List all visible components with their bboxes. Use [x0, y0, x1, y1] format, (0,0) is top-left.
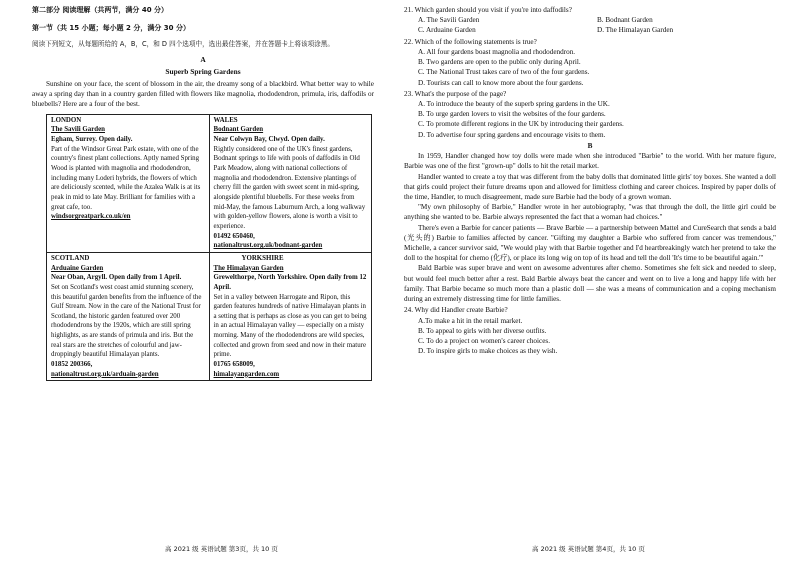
garden-location: Egham, Surrey. Open daily.: [51, 136, 133, 143]
option[interactable]: B. Two gardens are open to the public only during April.: [418, 58, 581, 67]
passage-b-paragraph: Handler wanted to create a toy that was different from the baby dolls that dominated little girls' toy boxes. She wanted a doll that girls could project their future dreams upon and allowed for limitless clothing and career choices. Inspired by paper dolls of the time, Handler, to much disagreement, made sure Barbie had the body of a grown woman.: [404, 172, 776, 201]
question-stem: 24. Why did Handler create Barbie?: [404, 306, 508, 315]
garden-description: Rightly considered one of the UK's finest gardens, Bodnant springs to life with pools of daffodils in Old Park Meadow, along with national collections of magnolia and rhododendron. Extensive plantings of cherry fill the garden with sweet scent in mid-spring, alongside plentiful bluebells. For these weeks from mid-May, the famous Laburnum Arch, a long walkway with golden-yellow flowers, alone is worth a visit to experience.: [213, 145, 366, 230]
garden-location: Grewelthorpe, North Yorkshire. Open daily from 12 April.: [213, 274, 367, 291]
left-column: [32, 55, 374, 381]
garden-region: SCOTLAND: [51, 254, 90, 262]
question-stem: 21. Which garden should you visit if you're into daffodils?: [404, 6, 572, 14]
garden-website: nationaltrust.org.uk/bodnant-garden: [213, 242, 323, 250]
passage-a-letter: A: [200, 55, 206, 64]
garden-location: Near Oban, Argyll. Open daily from 1 April.: [51, 274, 182, 282]
garden-name: Bodnant Garden: [213, 126, 264, 134]
passage-a-title: Superb Spring Gardens: [165, 66, 241, 76]
garden-description: Part of the Windsor Great Park estate, with one of the country's finest plant collections. Aptly named Spring Wood is planted with magnolia and rhododendron, including many Loderi hybrids, the flowers of which are deliciously scented, while the Azalea Walk is at its peak in mid to late May. Brilliant for families with a great cafe, too.: [51, 145, 201, 211]
option[interactable]: A. All four gardens boast magnolia and rhododendron.: [418, 47, 576, 56]
instructions: 阅读下列短文，从每题所给的 A，B，C，和 D 四个选项中，选出最佳答案，并在答题卡上将该项涂黑。: [32, 40, 334, 48]
garden-name: The Himalayan Garden: [213, 264, 284, 272]
option[interactable]: B. Bodnant Garden: [597, 16, 653, 25]
garden-cell-scotland: [47, 252, 210, 381]
option[interactable]: C. To promote different regions in the UK by introducing their gardens.: [418, 120, 624, 129]
garden-description: Set in a valley between Harrogate and Ripon, this garden features hundreds of native Himalayan plants in a setting that is perhaps as close as you can get to being in an actual Himalayan valley — especially on a misty morning. Many of the rhododendrons are wild species, collected and grown from seed and now in their mature prime.: [213, 293, 367, 359]
question-22: [404, 37, 776, 88]
question-stem: 22. Which of the following statements is true?: [404, 37, 537, 46]
garden-website: himalayangarden.com: [213, 370, 280, 378]
option[interactable]: C. Arduaine Garden: [418, 26, 476, 35]
passage-a-intro: Sunshine on your face, the scent of blossom in the air, the dreamy song of a blackbird. What better way to while away a spring day than in a country garden filled with flowers like magnolia, rhododendron, primula, iris, daffodils or bluebells? Here are a four of the best.: [32, 80, 374, 109]
option[interactable]: B. To urge garden lovers to visit the websites of the four gardens.: [418, 110, 606, 119]
option[interactable]: A. The Savili Garden: [418, 16, 480, 25]
option[interactable]: B. To appeal to girls with her diverse outfits.: [418, 326, 547, 335]
passage-b-letter: B: [587, 141, 593, 150]
page-footer-left: 高 2021 级 英语试题 第3页，共 10 页: [165, 545, 278, 553]
gardens-table: [46, 114, 372, 382]
part-title: 第二部分 阅读理解（共两节，满分 40 分）: [32, 6, 169, 14]
garden-name: The Savili Garden: [51, 126, 105, 134]
question-stem: 23. What's the purpose of the page?: [404, 89, 507, 98]
garden-location: Near Colwyn Bay, Clwyd. Open daily.: [213, 136, 325, 143]
garden-cell-london: [47, 114, 210, 252]
garden-phone: 01492 650460,: [213, 232, 255, 240]
option[interactable]: C. To do a project on women's career choices.: [418, 337, 550, 345]
option[interactable]: A. To introduce the beauty of the superb spring gardens in the UK.: [418, 99, 610, 108]
garden-cell-yorkshire: [209, 252, 372, 381]
section-title: 第一节（共 15 小题；每小题 2 分，满分 30 分）: [32, 24, 190, 32]
garden-region: YORKSHIRE: [241, 254, 284, 262]
option[interactable]: D. To inspire girls to make choices as they wish.: [418, 347, 558, 356]
question-21: [404, 5, 776, 36]
garden-cell-wales: [209, 114, 372, 252]
garden-website: windsorgreatpark.co.uk/en: [51, 213, 131, 221]
garden-phone: 01765 658009,: [213, 361, 255, 369]
options-grid: [404, 15, 776, 35]
garden-name: Arduaine Garden: [51, 264, 104, 272]
passage-b-paragraph: There's even a Barbie for cancer patients — Brave Barbie — a partnership between Mattel and CureSearch that sends a bald (光头的) Barbie to families affected by cancer. "Gifting my daughter a Barbie who suffered from cancer was tremendous," Michelle, a cancer survivor said, "We would play with that Barbie together and I'd heartbreakingly watch her pretend to take the doll to the hospital for chemo (化疗), or place its long wig on top of its head and tell the doll 'It's time to be beautiful again.'": [404, 223, 776, 263]
option[interactable]: C. The National Trust takes care of two of the four gardens.: [418, 68, 590, 77]
option[interactable]: A.To make a hit in the retail market.: [418, 316, 523, 325]
garden-region: WALES: [213, 116, 238, 124]
option[interactable]: D. To advertise four spring gardens and encourage visits to them.: [418, 130, 606, 139]
page-footer-right: 高 2021 级 英语试题 第4页，共 10 页: [532, 545, 645, 553]
question-24: [404, 305, 776, 356]
garden-region: LONDON: [51, 116, 82, 124]
right-column: [404, 4, 776, 356]
passage-b-paragraph: In 1959, Handler changed how toy dolls were made when she introduced "Barbie" to the world. With her mature figure, Barbie was one of the first "grown-up" dolls to hit the retail market.: [404, 152, 776, 171]
option[interactable]: D. The Himalayan Garden: [597, 26, 674, 35]
garden-phone: 01852 200366,: [51, 361, 93, 369]
passage-b-paragraph: Bald Barbie was super brave and went on awesome adventures after chemo. Sometimes she felt sick and needed to sleep, but would feel much better after a rest. Bald Barbie always beat the cancer and went on to live a long and happy life with her family. That Barbie became so much more than a plastic doll — she was a means of communication and a coping mechanism during an extremely distressing time for little families.: [404, 264, 776, 304]
garden-website: nationaltrust.org.uk/arduain-garden: [51, 370, 159, 378]
garden-description: Set on Scotland's west coast amid stunning scenery, this beautiful garden benefits from the influence of the Gulf Stream. Now in the care of the National Trust for Scotland, the historic garden featured over 200 rhododendrons by the 1920s, which are still spring highlights, as are stands of primula and iris. But the real stars are the stretches of colourful and jaw-droppingly beautiful Himalayan plants.: [51, 283, 202, 359]
passage-b-paragraph: "My own philosophy of Barbie," Handler wrote in her autobiography, "was that through the doll, the little girl could be anything she wanted to be. Barbie always represented the fact that a woman had choices.": [404, 203, 776, 222]
option[interactable]: D. Tourists can call to know more about the four gardens.: [418, 78, 584, 87]
question-23: [404, 89, 776, 140]
